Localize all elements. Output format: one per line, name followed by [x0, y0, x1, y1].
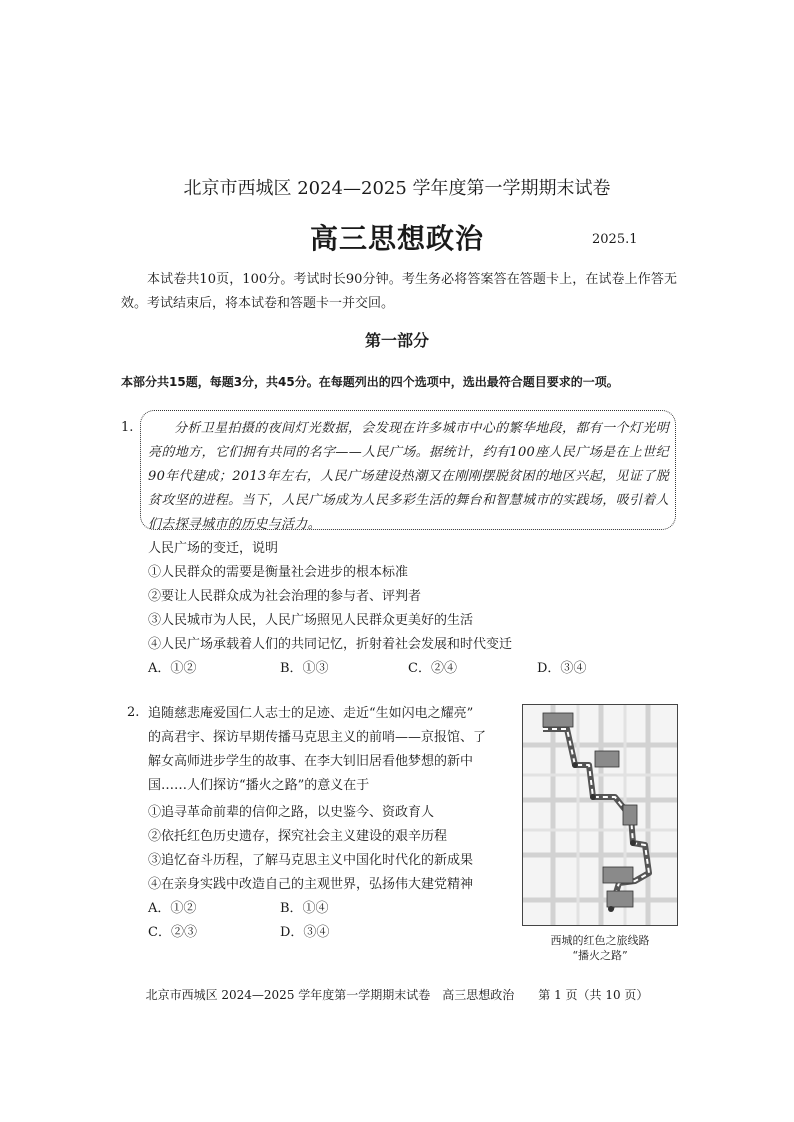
question-2-option-2: ②依托红色历史遗存，探究社会主义建设的艰辛历程 [148, 829, 448, 844]
page-footer: 北京市西城区 2024—2025 学年度第一学期期末试卷 高三思想政治 第 1 页（共 10 页） [145, 988, 649, 1002]
question-2-option-3: ③追忆奋斗历程，了解马克思主义中国化时代化的新成果 [148, 853, 474, 868]
question-2-stem-line: 的高君宇、探访早期传播马克思主义的前哨——京报馆、了 [148, 730, 487, 745]
question-2-choices-row-1 [0, 897, 520, 917]
exam-title: 高三思想政治 [309, 222, 484, 255]
question-1-choice-d[interactable]: D．③④ [537, 661, 587, 676]
question-1-stem: 人民广场的变迁，说明 [148, 541, 279, 556]
question-2-option-4: ④在亲身实践中改造自己的主观世界，弘扬伟大建党精神 [148, 877, 474, 892]
question-2-choice-d[interactable]: D．③④ [280, 925, 330, 940]
question-2-stem-line: 解女高师进步学生的故事、在李大钊旧居看他梦想的新中 [148, 754, 474, 769]
question-1-option-2: ②要让人民群众成为社会治理的参与者、评判者 [148, 589, 422, 604]
question-1-option-4: ④人民广场承载着人们的共同记忆，折射着社会发展和时代变迁 [148, 637, 513, 652]
question-1-material-box [140, 410, 676, 530]
exam-notice: 本试卷共10页，100分。考试时长90分钟。考生务必将答案答在答题卡上，在试卷上作答无效。考试结束后，将本试卷和答题卡一并交回。 [121, 272, 677, 311]
map-caption-route: 西城的红色之旅线路 [550, 934, 650, 947]
question-2-choices-row-2 [0, 921, 520, 941]
part-instruction: 本部分共15题，每题3分，共45分。在每题列出的四个选项中，选出最符合题目要求的一项。 [121, 375, 619, 389]
question-1-choice-c[interactable]: C．②④ [408, 661, 457, 676]
exam-subtitle: 北京市西城区 2024—2025 学年度第一学期期末试卷 [183, 178, 611, 199]
red-route-map-drawing [523, 705, 677, 925]
question-2-stem [148, 702, 520, 798]
question-1-number: 1. [121, 420, 134, 435]
question-2-choice-a[interactable]: A．①② [148, 901, 197, 916]
question-1-choice-a[interactable]: A．①② [148, 661, 197, 676]
question-2-choice-c[interactable]: C．②③ [148, 925, 197, 940]
question-1-option-1: ①人民群众的需要是衡量社会进步的根本标准 [148, 565, 409, 580]
question-1-option-3: ③人民城市为人民，人民广场照见人民群众更美好的生活 [148, 613, 474, 628]
question-1-choice-b[interactable]: B．①③ [280, 661, 329, 676]
question-2-option-1: ①追寻革命前辈的信仰之路，以史鉴今、资政育人 [148, 805, 435, 820]
red-route-map-image [522, 704, 678, 926]
question-2-stem-line: 国……人们探访“播火之路”的意义在于 [148, 778, 370, 793]
part-title: 第一部分 [364, 331, 429, 350]
question-1-material: 分析卫星拍摄的夜间灯光数据，会发现在许多城市中心的繁华地段，都有一个灯光明亮的地方，它们拥有共同的名字——人民广场。据统计，约有100座人民广场是在上世纪90年代建成；2013年左右，人民广场建设热潮又在刚刚摆脱贫困的地区兴起，见证了脱贫攻坚的进程。当下，人民广场成为人民多彩生活的舞台和智慧城市的实践场，吸引着人们去探寻城市的历史与活力。 [148, 421, 669, 532]
question-2-stem-line: 追随慈悲庵爱国仁人志士的足迹、走近“生如闪电之耀亮” [148, 706, 474, 721]
exam-date: 2025.1 [592, 232, 638, 247]
question-2-number: 2. [127, 705, 140, 720]
question-1-choices [0, 657, 794, 677]
question-2-choice-b[interactable]: B．①④ [280, 901, 329, 916]
map-caption-name: “播火之路” [572, 949, 628, 962]
